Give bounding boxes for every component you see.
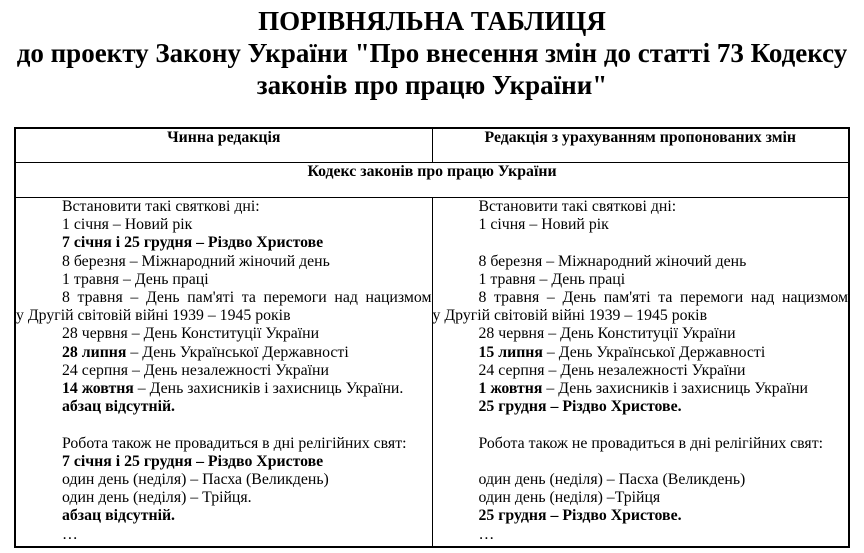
text-line: Встановити такі святкові дні: bbox=[478, 198, 677, 215]
table-body-row bbox=[15, 198, 849, 548]
text-line: Робота також не провадиться в дні релігійних свят: bbox=[478, 434, 823, 452]
text-line: 24 серпня – День незалежності України bbox=[62, 361, 329, 379]
header-cell-current: Чинна редакція bbox=[15, 128, 432, 163]
page-title bbox=[0, 0, 864, 101]
text-line: 1 січня – Новий рік bbox=[62, 216, 193, 234]
text-line: 1 травня – День праці bbox=[478, 270, 626, 288]
text-line: абзац відсутній. bbox=[62, 398, 176, 416]
text-line: 8 травня – День пам'яті та перемоги над нацизмом bbox=[478, 289, 848, 307]
text-line: абзац відсутній. bbox=[62, 507, 176, 525]
text-line: 24 серпня – День незалежності України bbox=[478, 361, 746, 379]
text-line: 8 травня – День пам'яті та перемоги над нацизмом bbox=[62, 289, 432, 307]
text-line: 7 січня і 25 грудня – Різдво Христове bbox=[62, 452, 324, 470]
text-line: 1 січня – Новий рік bbox=[478, 216, 609, 234]
text-line: один день (неділя) – Пасха (Великдень) bbox=[62, 471, 329, 489]
text-line: 28 червня – День Конституції України bbox=[478, 325, 736, 343]
text-line: … bbox=[478, 525, 495, 543]
header-cell-proposed: Редакція з урахуванням пропонованих змін bbox=[432, 128, 849, 163]
table-subheader-row bbox=[15, 163, 849, 198]
text-line bbox=[433, 234, 849, 252]
text-line: один день (неділя) – Пасха (Великдень) bbox=[478, 471, 746, 489]
text-line: 1 жовтня – День захисників і захисниць України bbox=[478, 380, 808, 398]
text-line: Робота також не провадиться в дні релігійних свят: bbox=[62, 434, 407, 452]
text-line bbox=[16, 416, 432, 434]
text-line: … bbox=[62, 525, 78, 543]
body-cell-proposed bbox=[432, 198, 849, 548]
text-line: 28 червня – День Конституції України bbox=[62, 325, 320, 343]
comparison-table bbox=[14, 127, 850, 548]
text-line: 28 липня – День Української Державності bbox=[62, 343, 349, 361]
text-line: у Другій світовій війні 1939 – 1945 років bbox=[432, 307, 708, 325]
text-line: Встановити такі святкові дні: bbox=[62, 198, 260, 215]
text-line: 7 січня і 25 грудня – Різдво Христове bbox=[62, 234, 324, 252]
text-line: 8 березня – Міжнародний жіночий день bbox=[62, 252, 330, 270]
text-line: один день (неділя) –Трійця bbox=[478, 489, 661, 507]
text-line: один день (неділя) – Трійця. bbox=[62, 489, 252, 507]
text-line bbox=[433, 453, 849, 471]
body-cell-current bbox=[15, 198, 432, 548]
text-line: 25 грудня – Різдво Христове. bbox=[478, 398, 682, 416]
title-line-3: законів про працю України" bbox=[256, 70, 608, 100]
text-line: 1 травня – День праці bbox=[62, 270, 209, 288]
title-line-1: ПОРІВНЯЛЬНА ТАБЛИЦЯ bbox=[258, 6, 606, 36]
text-line: 15 липня – День Української Державності bbox=[478, 343, 766, 361]
title-line-2: до проекту Закону України "Про внесення змін до статті 73 Кодексу bbox=[16, 38, 848, 68]
text-line: 14 жовтня – День захисників і захисниць України. bbox=[62, 380, 404, 398]
text-line bbox=[433, 416, 849, 434]
text-line: у Другій світовій війні 1939 – 1945 років bbox=[16, 307, 291, 325]
text-line: 8 березня – Міжнародний жіночий день bbox=[478, 252, 747, 270]
text-line: 25 грудня – Різдво Христове. bbox=[478, 507, 682, 525]
table-header-row bbox=[15, 128, 849, 163]
subheader-cell: Кодекс законів про працю України bbox=[15, 163, 849, 198]
